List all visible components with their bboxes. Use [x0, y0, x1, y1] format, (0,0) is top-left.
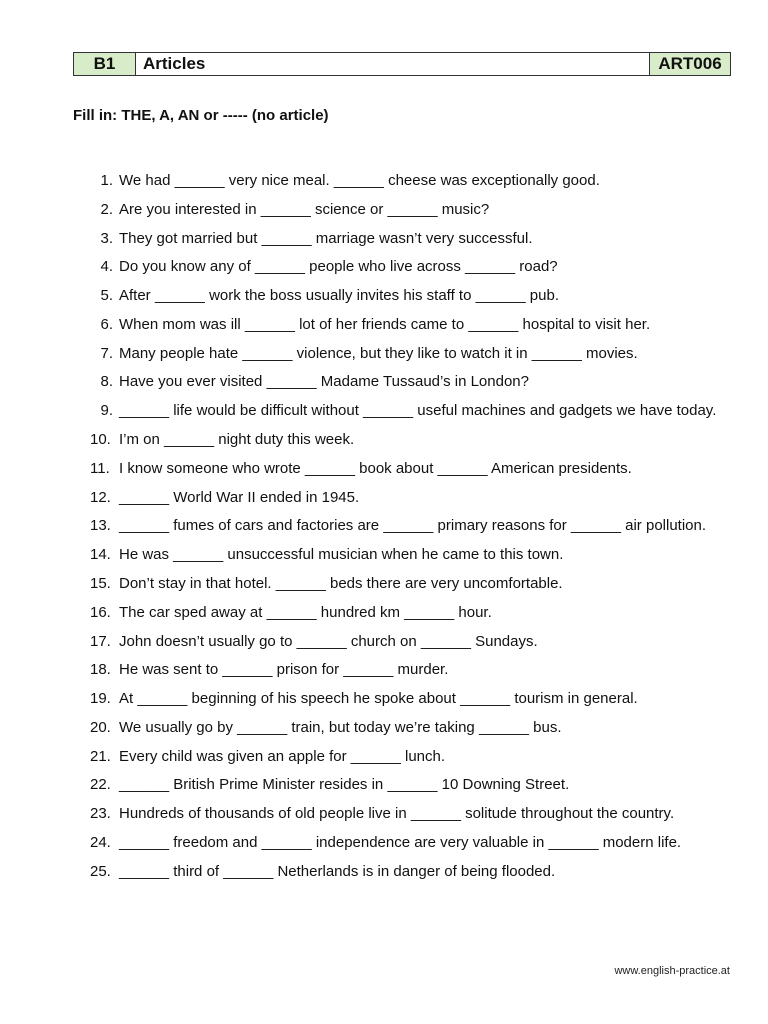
question-item [90, 314, 730, 336]
question-text: Hundreds of thousands of old people live in ______ solitude throughout the country. [119, 805, 675, 823]
question-text: I’m on ______ night duty this week. [119, 431, 355, 449]
question-number: 17. [90, 632, 111, 650]
question-number: 22. [90, 776, 111, 794]
question-number: 3. [100, 229, 113, 247]
question-number: 20. [90, 718, 111, 736]
question-number: 21. [90, 747, 111, 765]
question-number: 19. [90, 690, 111, 708]
question-number: 6. [100, 315, 113, 333]
question-item [90, 573, 730, 595]
level-badge: B1 [74, 53, 136, 75]
question-number: 2. [100, 200, 113, 218]
question-item [90, 256, 730, 278]
question-item [90, 429, 730, 451]
question-number: 10. [90, 431, 111, 449]
question-text: We usually go by ______ train, but today we’re taking ______ bus. [119, 718, 562, 736]
question-item [90, 688, 730, 710]
question-item [90, 400, 730, 422]
question-item [90, 285, 730, 307]
question-number: 4. [100, 258, 113, 276]
question-item [90, 170, 730, 192]
question-text: ______ life would be difficult without ______ useful machines and gadgets we have today. [119, 402, 717, 420]
question-number: 15. [90, 574, 111, 592]
question-item [90, 487, 730, 509]
question-text: Are you interested in ______ science or ______ music? [119, 200, 490, 218]
question-text: ______ fumes of cars and factories are ______ primary reasons for ______ air pollution. [119, 517, 707, 535]
question-text: He was ______ unsuccessful musician when he came to this town. [119, 546, 564, 564]
question-item [90, 832, 730, 854]
question-number: 8. [100, 373, 113, 391]
question-number: 13. [90, 517, 111, 535]
question-text: ______ British Prime Minister resides in ______ 10 Downing Street. [119, 776, 570, 794]
question-number: 24. [90, 833, 111, 851]
question-text: Have you ever visited ______ Madame Tussaud’s in London? [119, 373, 529, 391]
question-number: 25. [90, 862, 111, 880]
question-number: 12. [90, 488, 111, 506]
question-item [90, 631, 730, 653]
question-item [90, 602, 730, 624]
question-text: ______ third of ______ Netherlands is in danger of being flooded. [119, 862, 556, 880]
question-text: John doesn’t usually go to ______ church on ______ Sundays. [119, 632, 538, 650]
question-text: The car sped away at ______ hundred km ______ hour. [119, 603, 492, 621]
question-item [90, 199, 730, 221]
question-number: 5. [100, 287, 113, 305]
question-text: They got married but ______ marriage wasn’t very successful. [119, 229, 533, 247]
question-number: 23. [90, 805, 111, 823]
footer-url: www.english-practice.at [614, 965, 730, 977]
question-item [90, 803, 730, 825]
question-item [90, 659, 730, 681]
question-number: 16. [90, 603, 111, 621]
question-item [90, 458, 730, 480]
question-text: ______ World War II ended in 1945. [119, 488, 360, 506]
question-number: 1. [100, 172, 113, 189]
worksheet-code: ART006 [649, 53, 730, 75]
question-text: Do you know any of ______ people who live across ______ road? [119, 258, 558, 276]
question-item [90, 343, 730, 365]
worksheet-header [73, 52, 731, 76]
question-text: He was sent to ______ prison for ______ murder. [119, 661, 449, 679]
question-text: ______ freedom and ______ independence are very valuable in ______ modern life. [119, 833, 682, 851]
question-text: I know someone who wrote ______ book about ______ American presidents. [119, 459, 632, 477]
question-item [90, 774, 730, 796]
question-item [90, 861, 730, 883]
question-text: After ______ work the boss usually invites his staff to ______ pub. [119, 287, 559, 305]
question-number: 14. [90, 546, 111, 564]
worksheet-title: Articles [136, 53, 649, 75]
question-item [90, 371, 730, 393]
question-text: Every child was given an apple for ______ lunch. [119, 747, 446, 765]
question-number: 11. [90, 459, 110, 477]
question-item [90, 717, 730, 739]
question-number: 7. [100, 344, 113, 362]
question-item [90, 544, 730, 566]
question-number: 9. [100, 402, 113, 420]
question-item [90, 746, 730, 768]
question-text: We had ______ very nice meal. ______ cheese was exceptionally good. [119, 172, 600, 189]
question-list [90, 170, 730, 890]
question-item [90, 228, 730, 250]
question-text: At ______ beginning of his speech he spoke about ______ tourism in general. [119, 690, 638, 708]
instruction-text: Fill in: THE, A, AN or ----- (no article) [73, 107, 329, 124]
question-text: When mom was ill ______ lot of her friends came to ______ hospital to visit her. [119, 315, 651, 333]
question-text: Don’t stay in that hotel. ______ beds there are very uncomfortable. [119, 574, 563, 592]
question-text: Many people hate ______ violence, but they like to watch it in ______ movies. [119, 344, 638, 362]
question-item [90, 515, 730, 537]
question-number: 18. [90, 661, 111, 679]
